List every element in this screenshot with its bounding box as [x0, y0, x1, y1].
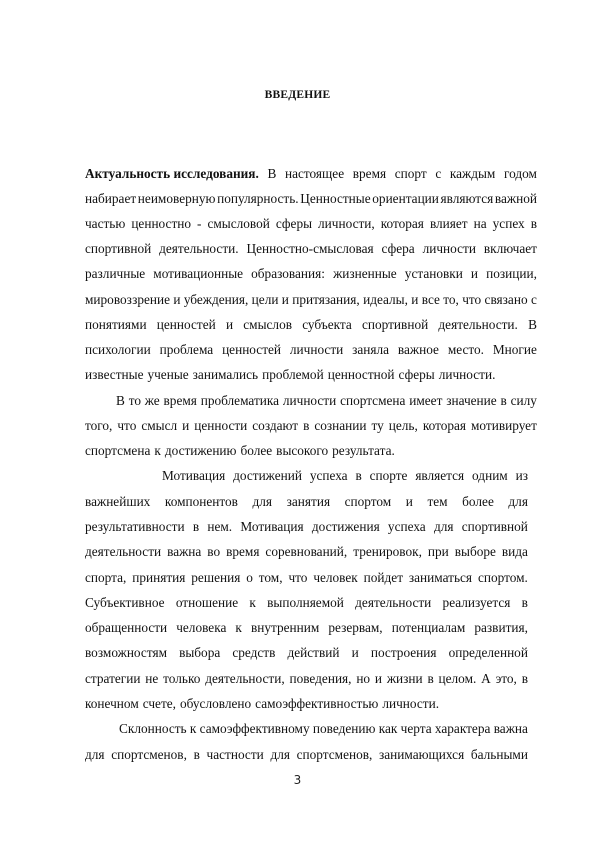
word: сфера: [381, 241, 415, 256]
word: выборе: [454, 544, 496, 559]
text-line: [85, 214, 537, 234]
word: спортсменов,: [111, 747, 187, 762]
word: ценности: [194, 418, 248, 433]
word: важна: [167, 544, 202, 559]
word: спортсмена: [340, 393, 406, 408]
word: то: [128, 393, 141, 408]
word: обращенности: [85, 620, 168, 635]
text-line: [85, 239, 537, 259]
word: важной: [494, 191, 537, 206]
text-line: [85, 340, 537, 360]
word: к: [235, 620, 242, 635]
word: создают: [252, 418, 299, 433]
text-line: [85, 492, 528, 512]
text-line: [85, 441, 537, 461]
word: во: [207, 544, 221, 559]
word: что: [288, 570, 308, 585]
word: для: [508, 494, 528, 509]
word: деятельности.: [438, 317, 518, 332]
word: реализуется: [442, 595, 511, 610]
word: соревнований,: [265, 544, 348, 559]
word: спорте: [369, 468, 408, 483]
word: же: [144, 393, 160, 408]
word: в: [530, 216, 537, 231]
word: в: [521, 595, 528, 610]
word: что: [117, 418, 137, 433]
word: к: [189, 721, 197, 736]
text-line: [85, 643, 528, 663]
word: достижению: [164, 443, 237, 458]
word: цель,: [388, 418, 418, 433]
text-line: [85, 290, 537, 310]
word: как: [378, 721, 398, 736]
word: том,: [258, 570, 283, 585]
word: действий: [287, 645, 340, 660]
word: не: [145, 671, 159, 686]
word: и: [411, 292, 419, 307]
word: мировоззрение: [85, 292, 171, 307]
word: заниматься: [408, 570, 473, 585]
word: психологии: [85, 342, 151, 357]
page-title: ВВЕДЕНИЕ: [264, 89, 331, 101]
word: ценностно: [131, 216, 192, 231]
word: черта: [400, 721, 432, 736]
word: неимоверную: [137, 191, 216, 206]
word: спортивной: [461, 519, 528, 534]
word: время: [226, 544, 260, 559]
bold-lead: Актуальность исследования.: [85, 166, 259, 181]
word: и: [374, 671, 383, 686]
word: различные: [85, 266, 146, 281]
word: успеха: [387, 519, 426, 534]
word: притязания,: [292, 292, 360, 307]
word: при: [427, 544, 449, 559]
word: самоэффективностью: [255, 696, 379, 711]
word: спортсмена: [85, 443, 151, 458]
word: А: [481, 671, 491, 686]
word: спорт: [394, 166, 427, 181]
word: важна: [493, 721, 528, 736]
word: поведения,: [289, 671, 352, 686]
word: достижения: [311, 519, 380, 534]
word: бальными: [470, 747, 528, 762]
word: что: [462, 292, 482, 307]
word: частью: [85, 216, 126, 231]
word: В: [528, 317, 537, 332]
page-number: 3: [293, 773, 302, 787]
word: и: [470, 266, 479, 281]
word: то,: [443, 292, 459, 307]
word: смысловой: [207, 216, 270, 231]
text-line: [85, 164, 537, 184]
word: возможностям: [85, 645, 167, 660]
word: и: [182, 418, 190, 433]
word: целом.: [438, 671, 477, 686]
word: личности: [289, 342, 344, 357]
word: деятельности,: [205, 671, 285, 686]
word: построения: [370, 645, 437, 660]
word: все: [421, 292, 440, 307]
word: личности: [282, 393, 337, 408]
word: В: [267, 166, 277, 181]
text-line: [85, 694, 528, 714]
word: -: [197, 216, 202, 231]
word: в: [521, 671, 528, 686]
word: спортом.: [477, 570, 528, 585]
word: позиции,: [486, 266, 537, 281]
word: для: [433, 519, 454, 534]
word: успех: [492, 216, 525, 231]
word: которая: [422, 418, 467, 433]
word: и: [173, 292, 181, 307]
word: убеждения,: [183, 292, 249, 307]
word: спорта,: [85, 570, 127, 585]
word: смысл: [141, 418, 178, 433]
word: резервам,: [328, 620, 383, 635]
word: популярность.: [217, 191, 299, 206]
text-line: [85, 745, 528, 765]
word: проблематика: [200, 393, 280, 408]
word: это,: [495, 671, 517, 686]
word: выполняемой: [267, 595, 344, 610]
word: спортивной: [85, 241, 152, 256]
word: для: [270, 747, 290, 762]
word: ценностей: [156, 317, 216, 332]
text-line: [116, 391, 537, 411]
word: результата.: [332, 443, 395, 458]
word: конечном: [85, 696, 139, 711]
word: выбора: [179, 645, 221, 660]
text-line: [85, 593, 528, 613]
word: значение: [446, 393, 497, 408]
word: в: [427, 671, 434, 686]
word: к: [249, 595, 256, 610]
word: поведению: [312, 721, 376, 736]
word: место.: [447, 342, 484, 357]
word: характера: [434, 721, 491, 736]
word: связано: [484, 292, 528, 307]
word: силу: [510, 393, 537, 408]
word: личности: [422, 241, 476, 256]
word: высокого: [276, 443, 329, 458]
word: и: [405, 494, 413, 509]
word: деятельности: [85, 544, 162, 559]
word: личности.: [438, 367, 496, 382]
word: деятельности: [355, 595, 432, 610]
word: образования:: [251, 266, 325, 281]
word: о: [246, 570, 253, 585]
word: смыслов: [243, 317, 292, 332]
word: и: [281, 292, 289, 307]
word: с: [530, 292, 537, 307]
word: годом: [503, 166, 537, 181]
word: Мотивация: [162, 468, 226, 483]
word: успеха: [309, 468, 348, 483]
word: самоэффективному: [199, 721, 310, 736]
word: и: [351, 645, 359, 660]
word: цели: [251, 292, 279, 307]
text-line: [85, 669, 528, 689]
text-line: [85, 189, 537, 209]
word: личности.: [382, 696, 440, 711]
word: Ценностно-смысловая: [246, 241, 374, 256]
word: влияет: [429, 216, 468, 231]
word: с: [435, 166, 442, 181]
word: ученые: [147, 367, 189, 382]
word: ценностей: [222, 342, 282, 357]
word: важное: [397, 342, 439, 357]
word: ценностной: [327, 367, 395, 382]
word: ориентации: [372, 191, 439, 206]
word: сознании: [314, 418, 367, 433]
word: установки: [404, 266, 463, 281]
word: Мотивация: [240, 519, 304, 534]
word: деятельности.: [159, 241, 239, 256]
word: из: [515, 468, 528, 483]
text-line: [85, 517, 528, 537]
text-line: [85, 568, 528, 588]
word: развития,: [474, 620, 528, 635]
word: в: [355, 468, 362, 483]
word: только: [163, 671, 201, 686]
word: занимались: [192, 367, 259, 382]
word: Субъективное: [85, 595, 165, 610]
word: результативности: [85, 519, 185, 534]
word: спортом: [344, 494, 392, 509]
word: принятия: [132, 570, 186, 585]
word: тренировок,: [353, 544, 422, 559]
text-line: [85, 416, 537, 436]
word: время: [163, 393, 197, 408]
word: пойдет: [363, 570, 403, 585]
word: достижений: [233, 468, 302, 483]
word: к: [154, 443, 161, 458]
word: каждым: [449, 166, 496, 181]
word: в: [193, 747, 200, 762]
word: заняла: [352, 342, 390, 357]
word: набирает: [85, 191, 137, 206]
word: являются: [440, 191, 494, 206]
word: субъекта: [302, 317, 352, 332]
word: спортсменов,: [296, 747, 373, 762]
word: счете,: [142, 696, 176, 711]
word: нем.: [207, 519, 233, 534]
word: важнейших: [85, 494, 151, 509]
word: потенциалам: [391, 620, 466, 635]
word: проблемой: [262, 367, 324, 382]
word: жизненные: [333, 266, 397, 281]
text-line: [85, 365, 537, 385]
word: но: [356, 671, 371, 686]
word: в: [500, 393, 507, 408]
word: компонентов: [164, 494, 238, 509]
word: средств: [232, 645, 276, 660]
word: для: [85, 747, 105, 762]
word: Ценностные: [300, 191, 371, 206]
word: проблема: [159, 342, 214, 357]
word: имеет: [409, 393, 443, 408]
word: тем: [427, 494, 448, 509]
word: решения: [191, 570, 241, 585]
word: более: [462, 494, 494, 509]
word: обусловлено: [180, 696, 252, 711]
text-line: [85, 618, 528, 638]
word: в: [192, 519, 200, 534]
text-line: [162, 466, 528, 486]
word: вида: [501, 544, 528, 559]
word: время: [352, 166, 387, 181]
word: настоящее: [284, 166, 345, 181]
word: занятия: [286, 494, 331, 509]
word: одним: [472, 468, 508, 483]
word: сферы: [275, 216, 313, 231]
word: в: [303, 418, 310, 433]
word: сферы: [398, 367, 435, 382]
word: на: [473, 216, 487, 231]
word: внутренним: [250, 620, 320, 635]
word: Склонность: [119, 721, 187, 736]
word: человек: [313, 570, 358, 585]
text-line: [85, 542, 528, 562]
word: отношение: [175, 595, 239, 610]
word: занимающихся: [379, 747, 465, 762]
word: для: [252, 494, 273, 509]
word: более: [240, 443, 273, 458]
word: Многие: [492, 342, 537, 357]
text-line: [119, 719, 528, 739]
word: включает: [483, 241, 537, 256]
word: мотивирует: [471, 418, 537, 433]
word: стратегии: [85, 671, 141, 686]
word: ту: [371, 418, 384, 433]
word: и: [225, 317, 234, 332]
word: В: [116, 393, 125, 408]
word: понятиями: [85, 317, 147, 332]
text-line: [85, 264, 537, 284]
text-line: [85, 315, 537, 335]
word: личности,: [318, 216, 375, 231]
word: является: [415, 468, 465, 483]
word: частности: [206, 747, 264, 762]
word: мотивационные: [153, 266, 244, 281]
word: известные: [85, 367, 144, 382]
word: которая: [380, 216, 424, 231]
word: спортивной: [361, 317, 429, 332]
word: жизни: [386, 671, 423, 686]
word: человека: [176, 620, 227, 635]
word: определенной: [448, 645, 528, 660]
word: того,: [85, 418, 113, 433]
word: идеалы,: [363, 292, 408, 307]
